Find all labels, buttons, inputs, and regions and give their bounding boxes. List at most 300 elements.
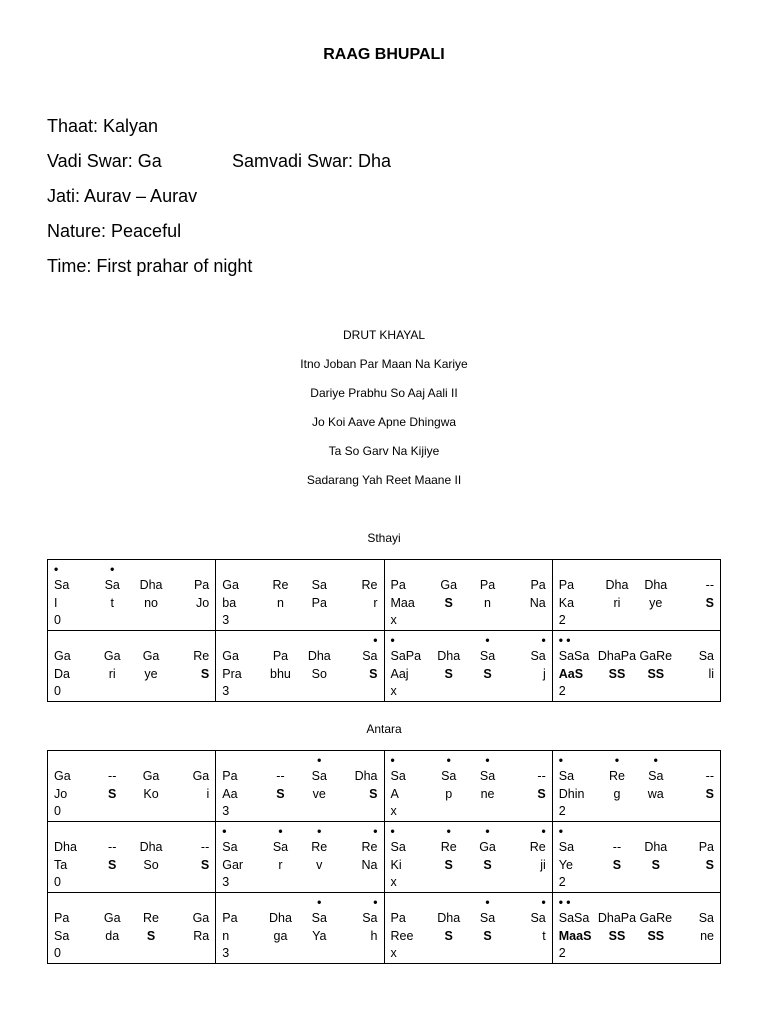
swar-note: Re — [361, 840, 378, 854]
tala-mark: x — [390, 946, 397, 960]
lyric-syllable: Ya — [312, 929, 327, 943]
octave-dot — [132, 753, 171, 769]
octave-dot: • — [373, 824, 378, 838]
swar-note: Re — [193, 649, 210, 663]
lyric-syllable: j — [542, 667, 546, 681]
lyric-syllable: ne — [480, 787, 495, 801]
lyric-syllable: A — [390, 787, 399, 801]
tala-mark: 0 — [54, 804, 61, 818]
lyric-syllable: ve — [312, 787, 326, 801]
swar-note: Re — [143, 911, 160, 925]
swar-note: -- — [612, 840, 622, 854]
swar-note: DhaPa — [597, 649, 637, 663]
swar-note: -- — [276, 769, 285, 783]
antara-vibhag — [384, 751, 552, 822]
tala-mark: 2 — [558, 946, 566, 960]
octave-dot: • — [558, 824, 563, 838]
swar-note: Sa — [558, 840, 575, 854]
tala-mark: 2 — [558, 875, 566, 889]
swar-note: Dha — [54, 840, 77, 854]
swar-note: Pa — [193, 578, 210, 592]
octave-dot — [339, 753, 378, 769]
swar-note: Ga — [142, 769, 160, 783]
lyric-syllable: Ta — [54, 858, 68, 872]
octave-dot: • — [558, 753, 563, 767]
lyric-syllable: Na — [361, 858, 378, 872]
lyric-syllable: n — [222, 929, 230, 943]
info-time: Time: First prahar of night — [47, 256, 253, 276]
swar-note: Re — [361, 578, 378, 592]
lyric-syllable: Pa — [311, 596, 327, 610]
lyric-syllable: S — [444, 858, 453, 872]
sthayi-table — [47, 559, 721, 702]
tala-mark: 0 — [54, 613, 61, 627]
swar-note: Re — [440, 840, 457, 854]
swar-note: Re — [272, 578, 289, 592]
octave-dot — [391, 562, 430, 578]
swar-note: Sa — [390, 769, 406, 783]
tala-mark: x — [390, 613, 397, 627]
khayal-line: Jo Koi Aave Apne Dhingwa — [311, 415, 457, 429]
swar-note: Ga — [479, 840, 496, 854]
swar-note: -- — [705, 578, 714, 592]
swar-note: GaRe — [639, 911, 673, 925]
octave-dot — [170, 895, 209, 911]
info-swar-row — [47, 151, 392, 172]
lyric-syllable: AaS — [558, 667, 584, 681]
lyric-syllable: S — [146, 929, 156, 943]
antara-vibhag — [48, 893, 216, 964]
khayal-line: Ta So Garv Na Kijiye — [328, 444, 440, 458]
octave-dot: • — [373, 633, 378, 647]
octave-dot — [598, 562, 637, 578]
sthayi-vibhag — [216, 631, 384, 702]
octave-dot — [598, 824, 637, 840]
swar-note: Pa — [530, 578, 546, 592]
swar-note: Sa — [311, 578, 327, 592]
lyric-syllable: So — [143, 858, 159, 872]
lyric-syllable: Na — [529, 596, 546, 610]
lyric-syllable: MaaS — [558, 929, 592, 943]
tala-mark: 0 — [54, 684, 61, 698]
octave-dot — [93, 824, 132, 840]
lyric-syllable: S — [444, 667, 453, 681]
lyric-syllable: SS — [647, 929, 665, 943]
swar-note: Sa — [362, 649, 378, 663]
tala-mark: 3 — [222, 684, 230, 698]
swar-note: Dha — [269, 911, 292, 925]
swar-note: Re — [529, 840, 546, 854]
octave-dot: • — [390, 633, 395, 647]
swar-note: Pa — [698, 840, 714, 854]
octave-dot — [300, 633, 339, 649]
swar-note: Pa — [272, 649, 289, 663]
swar-note: Sa — [390, 840, 406, 854]
lyric-syllable: S — [369, 787, 378, 801]
lyric-syllable: Ki — [390, 858, 402, 872]
lyric-syllable: S — [483, 929, 492, 943]
octave-dot — [261, 633, 300, 649]
sthayi-row — [48, 631, 721, 702]
octave-dot — [636, 633, 675, 649]
octave-dot — [261, 895, 300, 911]
lyric-syllable: ba — [222, 596, 237, 610]
octave-dot — [468, 562, 507, 578]
octave-dot — [222, 633, 261, 649]
octave-dot — [170, 633, 209, 649]
lyric-syllable: n — [276, 596, 284, 610]
antara-vibhag — [552, 822, 720, 893]
swar-note: Ga — [103, 911, 121, 925]
octave-dot — [675, 562, 714, 578]
swar-note: Ga — [142, 649, 160, 663]
octave-dot — [429, 895, 468, 911]
antara-vibhag — [216, 893, 384, 964]
octave-dot — [339, 562, 378, 578]
octave-dot — [132, 633, 171, 649]
octave-dot — [261, 562, 300, 578]
swar-note: Ga — [192, 911, 210, 925]
octave-dot — [598, 895, 637, 911]
swar-note: GaRe — [639, 649, 673, 663]
lyric-syllable: t — [110, 596, 114, 610]
swar-note: Dha — [307, 649, 331, 663]
octave-dot: • — [541, 824, 546, 838]
octave-dot: • — [110, 562, 115, 576]
lyric-syllable: Aa — [222, 787, 238, 801]
octave-dot — [391, 895, 430, 911]
tala-mark: 0 — [54, 946, 61, 960]
lyric-syllable: I — [54, 596, 58, 610]
octave-dot: • — [446, 824, 451, 838]
tala-mark: 3 — [222, 875, 230, 889]
octave-dot — [54, 824, 93, 840]
swar-note: Sa — [311, 911, 327, 925]
swar-note: -- — [108, 840, 117, 854]
lyric-syllable: S — [444, 929, 453, 943]
octave-dot: • — [614, 753, 620, 767]
octave-dot: • • — [558, 895, 571, 909]
octave-dot — [675, 753, 714, 769]
octave-dot: • — [446, 753, 451, 767]
swar-note: -- — [108, 769, 117, 783]
swar-note: Sa — [558, 769, 575, 783]
lyric-syllable: t — [542, 929, 546, 943]
octave-dot — [636, 562, 675, 578]
swar-note: Dha — [605, 578, 629, 592]
lyric-syllable: Ko — [143, 787, 159, 801]
sthayi-vibhag — [552, 631, 720, 702]
info-jati: Jati: Aurav – Aurav — [47, 186, 198, 206]
swar-note: Re — [311, 840, 328, 854]
antara-row — [48, 893, 721, 964]
octave-dot: • — [485, 753, 490, 767]
swar-note: Ga — [54, 649, 71, 663]
lyric-syllable: S — [108, 858, 117, 872]
swar-note: Sa — [479, 649, 496, 663]
octave-dot: • — [541, 633, 546, 647]
lyric-syllable: g — [613, 787, 621, 801]
lyric-syllable: S — [705, 596, 714, 610]
swar-note: Sa — [698, 911, 714, 925]
lyric-syllable: S — [200, 858, 210, 872]
khayal-heading: DRUT KHAYAL — [342, 328, 426, 342]
lyric-syllable: S — [369, 667, 378, 681]
info-vadi: Vadi Swar: Ga — [47, 151, 162, 171]
lyric-syllable: ri — [108, 667, 116, 681]
sthayi-vibhag — [48, 560, 216, 631]
octave-dot — [636, 895, 675, 911]
lyric-syllable: v — [316, 858, 323, 872]
swar-note: Pa — [558, 578, 575, 592]
lyric-syllable: S — [537, 787, 546, 801]
lyric-syllable: Ree — [390, 929, 414, 943]
swar-note: Ga — [192, 769, 210, 783]
swar-note: Sa — [479, 911, 496, 925]
swar-note: Sa — [648, 769, 664, 783]
octave-dot — [170, 824, 209, 840]
lyric-syllable: S — [276, 787, 285, 801]
octave-dot — [93, 895, 132, 911]
lyric-syllable: S — [200, 667, 210, 681]
lyric-syllable: Jo — [54, 787, 68, 801]
lyric-syllable: Ra — [193, 929, 210, 943]
swar-note: Sa — [362, 911, 378, 925]
lyric-syllable: Aaj — [390, 667, 409, 681]
lyric-syllable: ji — [540, 858, 546, 872]
octave-dot — [675, 895, 714, 911]
sthayi-row — [48, 560, 721, 631]
sthayi-vibhag — [384, 560, 552, 631]
octave-dot — [507, 562, 546, 578]
swar-note: Sa — [698, 649, 714, 663]
swar-note: Sa — [311, 769, 327, 783]
tala-mark: 2 — [558, 613, 566, 627]
khayal-line: Sadarang Yah Reet Maane II — [306, 473, 462, 487]
lyric-syllable: n — [484, 596, 491, 610]
octave-dot — [222, 753, 261, 769]
octave-dot: • • — [558, 633, 571, 647]
octave-dot: • — [541, 895, 546, 909]
tala-mark: 2 — [558, 684, 566, 698]
lyric-syllable: h — [370, 929, 378, 943]
tala-mark: x — [390, 804, 397, 818]
octave-dot — [222, 895, 261, 911]
octave-dot — [429, 562, 468, 578]
lyric-syllable: li — [708, 667, 714, 681]
lyric-syllable: S — [483, 667, 492, 681]
octave-dot — [222, 562, 261, 578]
swar-note: Pa — [222, 769, 238, 783]
swar-note: Sa — [104, 578, 120, 592]
swar-note: SaSa — [558, 911, 590, 925]
lyric-syllable: SS — [647, 667, 665, 681]
info-thaat: Thaat: Kalyan — [47, 116, 159, 136]
swar-note: Dha — [354, 769, 378, 783]
swar-note: Dha — [139, 578, 163, 592]
lyric-syllable: Pra — [222, 667, 242, 681]
swar-note: Dha — [644, 578, 668, 592]
tala-mark: 0 — [54, 875, 61, 889]
swar-note: Sa — [54, 578, 70, 592]
octave-dot: • — [653, 753, 658, 767]
octave-dot — [132, 562, 171, 578]
octave-dot — [261, 753, 300, 769]
octave-dot — [559, 562, 598, 578]
lyric-syllable: i — [206, 787, 210, 801]
lyric-syllable: ye — [144, 667, 158, 681]
info-nature: Nature: Peaceful — [47, 221, 182, 241]
lyric-syllable: S — [705, 858, 714, 872]
octave-dot — [54, 633, 93, 649]
swar-note: Ga — [103, 649, 121, 663]
lyric-syllable: Da — [54, 667, 70, 681]
lyric-syllable: SS — [608, 667, 626, 681]
lyric-syllable: Jo — [196, 596, 210, 610]
antara-vibhag — [216, 822, 384, 893]
lyric-syllable: S — [483, 858, 492, 872]
octave-dot — [675, 633, 714, 649]
lyric-syllable: SS — [608, 929, 626, 943]
page-title: RAAG BHUPALI — [323, 46, 445, 63]
swar-note: Sa — [530, 649, 546, 663]
octave-dot: • — [373, 895, 378, 909]
lyric-syllable: Ye — [558, 858, 573, 872]
octave-dot: • — [222, 824, 227, 838]
swar-note: Dha — [437, 649, 461, 663]
antara-row — [48, 751, 721, 822]
lyric-syllable: r — [278, 858, 283, 872]
tala-mark: x — [390, 684, 397, 698]
antara-vibhag — [384, 822, 552, 893]
swar-note: SaPa — [390, 649, 422, 663]
octave-dot — [300, 562, 339, 578]
lyric-syllable: r — [373, 596, 378, 610]
swar-note: Sa — [530, 911, 546, 925]
tala-mark: 3 — [222, 946, 230, 960]
tala-mark: 2 — [558, 804, 566, 818]
antara-row — [48, 822, 721, 893]
swar-note: Pa — [222, 911, 238, 925]
swar-note: Dha — [139, 840, 163, 854]
tala-mark: 3 — [222, 613, 230, 627]
lyric-syllable: ne — [700, 929, 714, 943]
octave-dot — [93, 633, 132, 649]
lyric-syllable: Dhin — [558, 787, 585, 801]
antara-vibhag — [48, 822, 216, 893]
antara-vibhag — [552, 893, 720, 964]
swar-note: Pa — [479, 578, 496, 592]
lyric-syllable: p — [445, 787, 453, 801]
lyric-syllable: ga — [273, 929, 288, 943]
swar-note: Pa — [390, 911, 406, 925]
sthayi-vibhag — [552, 560, 720, 631]
swar-note: Ga — [222, 649, 239, 663]
lyric-syllable: no — [144, 596, 158, 610]
swar-note: Sa — [222, 840, 238, 854]
antara-vibhag — [48, 751, 216, 822]
lyric-syllable: S — [612, 858, 622, 872]
khayal-line: Itno Joban Par Maan Na Kariye — [300, 357, 468, 371]
octave-dot — [132, 895, 171, 911]
swar-note: Ga — [440, 578, 458, 592]
swar-note: Pa — [390, 578, 406, 592]
sthayi-label: Sthayi — [367, 531, 401, 545]
tala-mark: 3 — [222, 804, 230, 818]
octave-dot: • — [317, 895, 322, 909]
lyric-syllable: Sa — [54, 929, 70, 943]
swar-note: Ga — [54, 769, 71, 783]
swar-note: DhaPa — [597, 911, 637, 925]
octave-dot — [170, 753, 209, 769]
swar-note: -- — [537, 769, 546, 783]
octave-dot: • — [485, 895, 490, 909]
octave-dot: • — [317, 824, 322, 838]
swar-note: Sa — [272, 840, 289, 854]
swar-note: -- — [200, 840, 210, 854]
sthayi-vibhag — [384, 631, 552, 702]
antara-label: Antara — [366, 722, 402, 736]
lyric-syllable: da — [105, 929, 120, 943]
swar-note: Ga — [222, 578, 239, 592]
octave-dot — [429, 633, 468, 649]
lyric-syllable: ye — [649, 596, 663, 610]
antara-table — [47, 750, 721, 964]
octave-dot — [636, 824, 675, 840]
info-samvadi: Samvadi Swar: Dha — [232, 151, 392, 171]
octave-dot: • — [485, 633, 490, 647]
swar-note: SaSa — [558, 649, 590, 663]
tala-mark: x — [390, 875, 397, 889]
octave-dot: • — [278, 824, 283, 838]
lyric-syllable: Gar — [222, 858, 244, 872]
octave-dot — [132, 824, 171, 840]
swar-note: Re — [608, 769, 625, 783]
khayal-line: Dariye Prabhu So Aaj Aali II — [310, 386, 458, 400]
lyric-syllable: bhu — [270, 667, 291, 681]
octave-dot — [170, 562, 209, 578]
antara-vibhag — [552, 751, 720, 822]
octave-dot: • — [54, 562, 59, 576]
octave-dot: • — [317, 753, 322, 767]
octave-dot — [675, 824, 714, 840]
octave-dot — [507, 753, 546, 769]
antara-vibhag — [216, 751, 384, 822]
octave-dot: • — [390, 824, 395, 838]
lyric-syllable: So — [311, 667, 327, 681]
lyric-syllable: S — [651, 858, 660, 872]
lyric-syllable: S — [705, 787, 714, 801]
sthayi-vibhag — [216, 560, 384, 631]
lyric-syllable: S — [444, 596, 453, 610]
lyric-syllable: Maa — [390, 596, 415, 610]
swar-note: Pa — [54, 911, 70, 925]
octave-dot — [54, 895, 93, 911]
octave-dot — [54, 753, 93, 769]
octave-dot: • — [485, 824, 490, 838]
lyric-syllable: S — [108, 787, 117, 801]
lyric-syllable: ri — [613, 596, 621, 610]
swar-note: Sa — [441, 769, 457, 783]
octave-dot: • — [390, 753, 395, 767]
sthayi-vibhag — [48, 631, 216, 702]
swar-note: Dha — [437, 911, 461, 925]
lyric-syllable: wa — [647, 787, 664, 801]
octave-dot — [93, 753, 132, 769]
swar-note: -- — [705, 769, 714, 783]
swar-note: Dha — [644, 840, 668, 854]
swar-note: Sa — [479, 769, 496, 783]
